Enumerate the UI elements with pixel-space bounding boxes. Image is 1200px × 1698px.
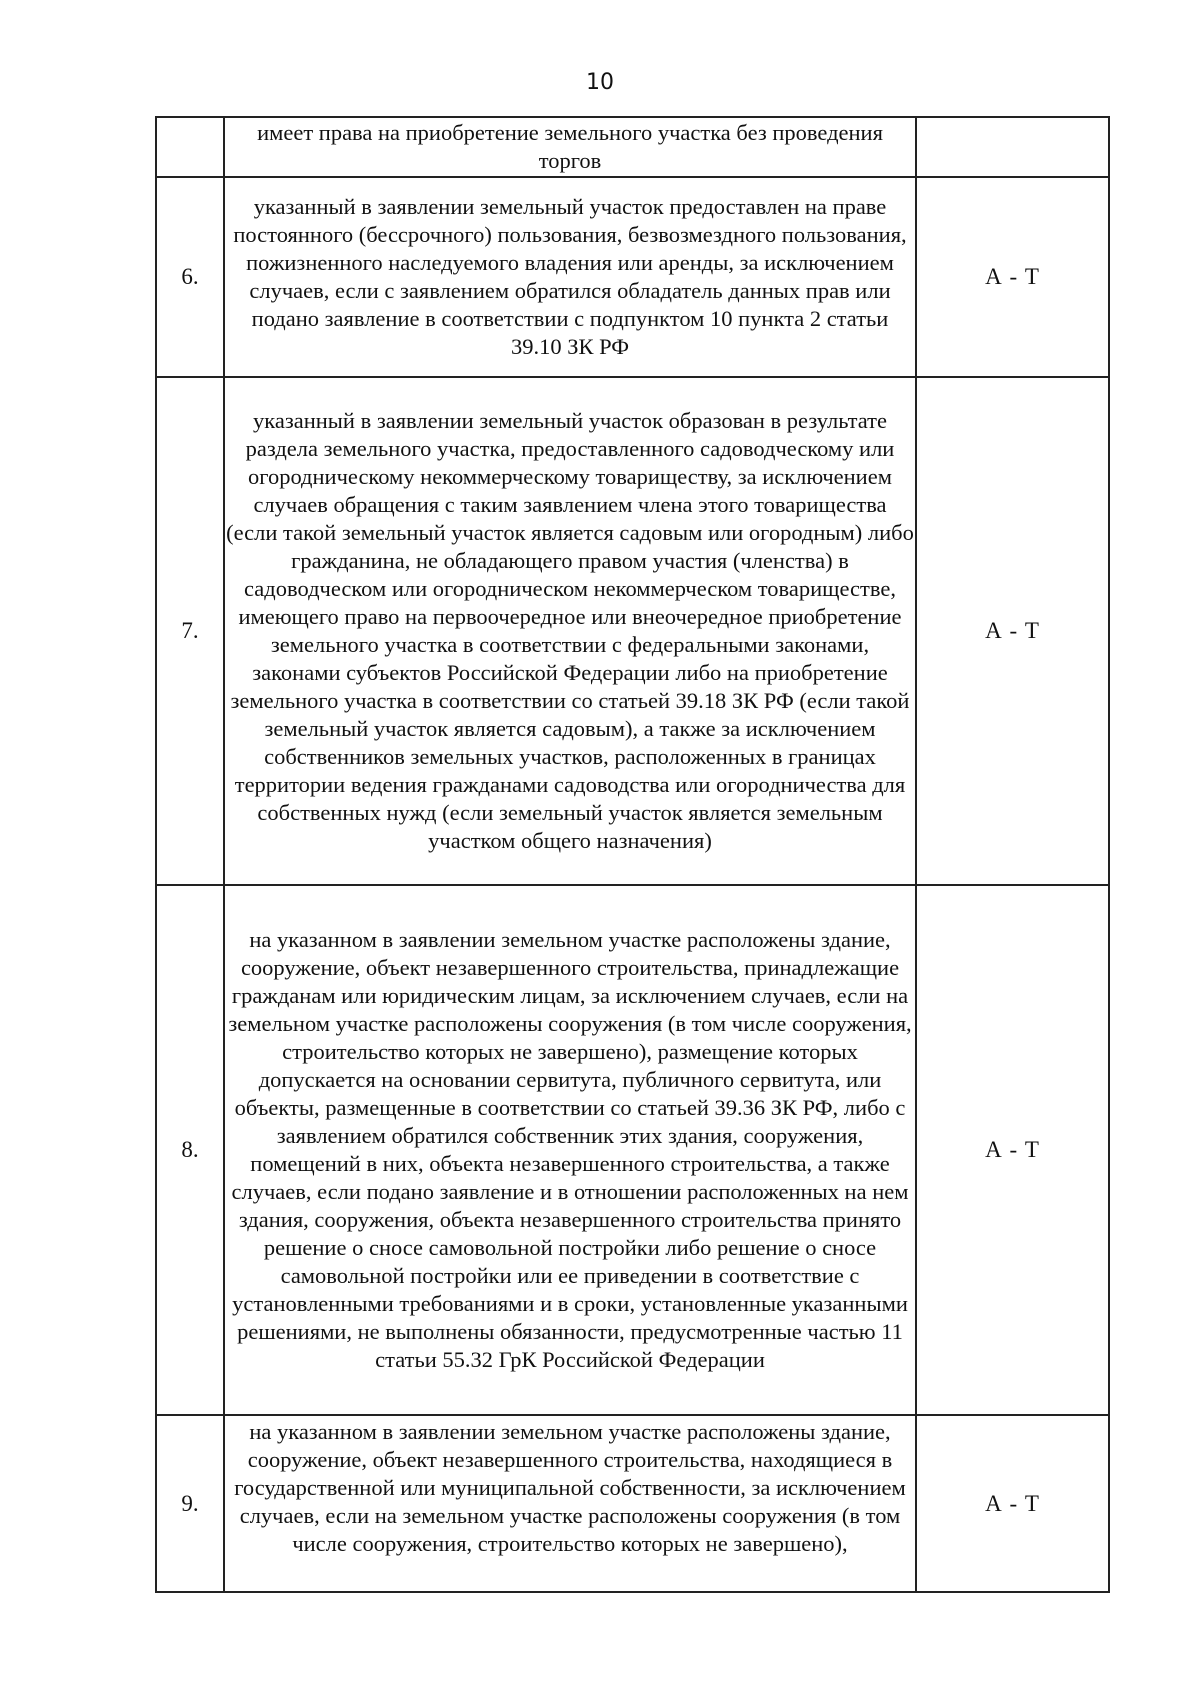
row-text: на указанном в заявлении земельном участке расположены здание, сооружение, объект незавершенного строительства, принадлежащие гражданам или юридическим лицам, за исключением случаев, если на земельном участке расположены сооружения (в том числе сооружения, строительство которых не завершено), размещение которых допускается на основании сервитута, публичного сервитута, или объекты, размещенные в соответствии со статьей 39.36 ЗК РФ, либо с заявлением обратился собственник этих здания, сооружения, помещений в них, объекта незавершенного строительства, а также случаев, если подано заявление и в отношении расположенных на нем здания, сооружения, объекта незавершенного строительства принято решение о сносе самовольной постройки либо решение о сносе самовольной постройки или ее приведении в соответствие с установленными требованиями и в сроки, установленные указанными решениями, не выполнены обязанности, предусмотренные частью 11 статьи 55.32 ГрК Российской Федерации: [224, 885, 916, 1415]
page-number: 10: [586, 70, 614, 95]
row-number: 8.: [156, 885, 224, 1415]
table-row: [156, 117, 1109, 177]
table-row: [156, 377, 1109, 885]
table-row: [156, 1415, 1109, 1592]
row-text: на указанном в заявлении земельном участке расположены здание, сооружение, объект незавершенного строительства, находящиеся в государственной или муниципальной собственности, за исключением случаев, если на земельном участке расположены сооружения (в том числе сооружения, строительство которых не завершено),: [234, 1418, 906, 1556]
row-code: А - Т: [916, 885, 1109, 1415]
row-code: А - Т: [916, 177, 1109, 377]
table-row: [156, 177, 1109, 377]
row-code: А - Т: [916, 1415, 1109, 1592]
row-number: [156, 117, 224, 177]
row-text: имеет права на приобретение земельного участка без проведения торгов: [224, 117, 916, 177]
row-code: А - Т: [916, 377, 1109, 885]
row-number: 7.: [156, 377, 224, 885]
table-row: [156, 885, 1109, 1415]
conditions-table: [155, 116, 1110, 1593]
row-code: [916, 117, 1109, 177]
row-number: 9.: [156, 1415, 224, 1592]
row-text-cell: [224, 1415, 916, 1592]
row-text: указанный в заявлении земельный участок образован в результате раздела земельного участка, предоставленного садоводческому или огородническому некоммерческому товариществу, за исключением случаев обращения с таким заявлением члена этого товарищества (если такой земельный участок является садовым или огородным) либо гражданина, не обладающего правом участия (членства) в садоводческом или огородническом некоммерческом товариществе, имеющего право на первоочередное или внеочередное приобретение земельного участка в соответствии с федеральными законами, законами субъектов Российской Федерации либо на приобретение земельного участка в соответствии со статьей 39.18 ЗК РФ (если такой земельный участок является садовым), а также за исключением собственников земельных участков, расположенных в границах территории ведения гражданами садоводства или огородничества для собственных нужд (если земельный участок является земельным участком общего назначения): [224, 377, 916, 885]
row-number: 6.: [156, 177, 224, 377]
row-text: указанный в заявлении земельный участок предоставлен на праве постоянного (бессрочного) пользования, безвозмездного пользования, пожизненного наследуемого владения или аренды, за исключением случаев, если с заявлением обратился обладатель данных прав или подано заявление в соответствии с подпунктом 10 пункта 2 статьи 39.10 ЗК РФ: [224, 177, 916, 377]
